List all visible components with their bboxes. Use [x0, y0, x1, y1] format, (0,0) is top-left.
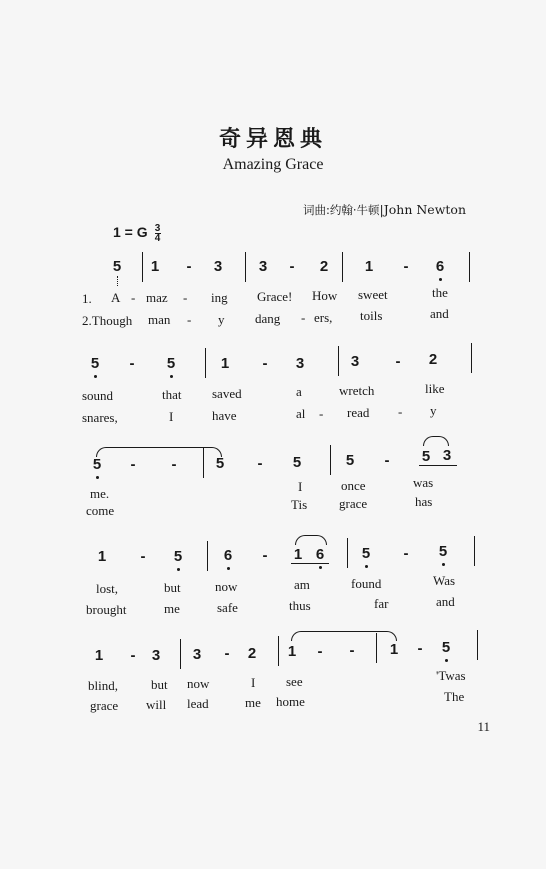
note: - [289, 258, 295, 275]
barline [203, 448, 204, 478]
lyric: thus [289, 598, 311, 613]
note: 3 [350, 353, 360, 370]
lyric: blind, [88, 678, 118, 693]
note: - [384, 452, 390, 469]
lyric: was [413, 475, 434, 490]
note: - [349, 642, 355, 659]
barline [278, 636, 279, 666]
lyric: but [164, 580, 181, 595]
lyric: 'Twas [436, 668, 466, 683]
note-low: 5 [439, 639, 453, 656]
note: 5 [345, 452, 355, 469]
lyric: far [374, 596, 389, 611]
note-low: 5 [88, 355, 102, 372]
lyric: once [341, 478, 366, 493]
note: - [317, 643, 323, 660]
note: 1 [97, 548, 107, 565]
lyric: brought [86, 602, 127, 617]
note: - [186, 258, 192, 275]
note: - [171, 456, 177, 473]
lyric: home [276, 694, 305, 709]
note: 5 [215, 455, 225, 472]
lyric: safe [217, 600, 238, 615]
lyric: wretch [339, 383, 375, 398]
low-octave-dot [177, 568, 180, 571]
note: 3 [258, 258, 268, 275]
lyric: al [296, 406, 306, 421]
lyric: A [111, 290, 121, 305]
note: 3 [442, 447, 452, 464]
lyric: - [187, 312, 192, 327]
barline [376, 633, 377, 663]
barline [142, 252, 143, 282]
note-low: 6 [313, 546, 327, 563]
lyric: grace [339, 496, 368, 511]
note-low: 6 [433, 258, 447, 275]
lyric: - [301, 310, 306, 325]
note: - [403, 545, 409, 562]
lyric: am [294, 577, 310, 592]
note-low: 5 [436, 543, 450, 560]
barline [469, 252, 470, 282]
song-title-english: Amazing Grace [222, 156, 324, 173]
lyric: ing [211, 290, 228, 305]
low-octave-dot [439, 278, 442, 281]
lyric: ers, [314, 310, 333, 325]
barline [342, 252, 343, 282]
tie-slur [291, 631, 397, 641]
lyric: that [162, 387, 182, 402]
barline [338, 346, 339, 376]
lyric: grace [90, 698, 119, 713]
lyric: has [415, 494, 433, 509]
lyric: - [183, 290, 188, 305]
lyric: man [148, 312, 171, 327]
note: - [224, 645, 230, 662]
lyric: will [146, 697, 167, 712]
barline [471, 343, 472, 373]
note: - [262, 355, 268, 372]
low-octave-dot [445, 659, 448, 662]
note: 5 [292, 454, 302, 471]
barline [205, 348, 206, 378]
lyric: and [436, 594, 455, 609]
lyric: - [131, 290, 136, 305]
beam-line [291, 563, 329, 564]
note: 1 [220, 355, 230, 372]
lyric: Grace! [257, 289, 293, 304]
lyric: Tis [291, 497, 308, 512]
low-octave-dot [442, 563, 445, 566]
lyric: like [425, 381, 445, 396]
note-low: 6 [221, 547, 235, 564]
lyric: I [251, 675, 256, 690]
credits-separator: | [379, 202, 384, 217]
note-low: 5 [90, 456, 104, 473]
note-low: 5 [164, 355, 178, 372]
lyric: sound [82, 388, 114, 403]
lyric: The [444, 689, 465, 704]
lyric: snares, [82, 410, 118, 425]
note: - [140, 548, 146, 565]
song-title-chinese: 奇异恩典 [218, 127, 327, 152]
low-octave-dot [319, 566, 322, 569]
low-octave-dot [365, 565, 368, 568]
note: 3 [295, 355, 305, 372]
note: 1 [287, 643, 297, 660]
note: 2 [319, 258, 329, 275]
lyric: 1. [82, 291, 92, 306]
note: - [130, 456, 136, 473]
note-low: 5 [171, 548, 185, 565]
barline [330, 445, 331, 475]
barline [207, 541, 208, 571]
note: - [395, 353, 401, 370]
beam-line [419, 465, 457, 466]
lyric: see [286, 674, 303, 689]
lyric: I [298, 479, 303, 494]
barline [245, 252, 246, 282]
note: 2 [428, 351, 438, 368]
key-signature [113, 224, 161, 243]
lyric: sweet [358, 287, 388, 302]
credits-chinese: 词曲:约翰·牛顿 [303, 203, 380, 217]
credits-english: John Newton [383, 202, 466, 217]
note: 3 [213, 258, 223, 275]
lyric: now [215, 579, 238, 594]
low-octave-dot [94, 375, 97, 378]
note: 3 [192, 646, 202, 663]
lyric: dang [255, 311, 281, 326]
note: - [129, 355, 135, 372]
barline [474, 536, 475, 566]
lyric: toils [360, 308, 383, 323]
lyric: y [430, 403, 437, 418]
lyric: - [398, 404, 403, 419]
lyric: found [351, 576, 382, 591]
time-beats: 3 [154, 223, 161, 234]
lyric: me [164, 601, 180, 616]
barline [477, 630, 478, 660]
low-octave-dot [227, 567, 230, 570]
lyric: maz [146, 290, 168, 305]
time-unit: 4 [154, 233, 161, 244]
lyric: - [319, 406, 324, 421]
lyric: now [187, 676, 210, 691]
lyric: Was [433, 573, 456, 588]
note: 1 [293, 546, 303, 563]
note: - [130, 647, 136, 664]
note: - [417, 640, 423, 657]
page-number: 11 [477, 719, 490, 734]
note: - [262, 547, 268, 564]
note: 5 [112, 258, 122, 275]
lyric: I [169, 409, 174, 424]
tie-slur [295, 535, 327, 545]
note: 5 [421, 448, 431, 465]
lyric: and [430, 306, 449, 321]
lyric: read [347, 405, 370, 420]
lyric: 2.Though [82, 313, 133, 328]
lyric: come [86, 503, 115, 518]
barline [347, 538, 348, 568]
lyric: y [218, 312, 225, 327]
note: 3 [151, 647, 161, 664]
note: - [257, 455, 263, 472]
lyric: lead [187, 696, 209, 711]
note: 1 [364, 258, 374, 275]
barline [180, 639, 181, 669]
lyric: lost, [96, 581, 119, 596]
lyric: the [432, 285, 448, 300]
note: 1 [150, 258, 160, 275]
low-octave-dot [170, 375, 173, 378]
note: 1 [389, 641, 399, 658]
lyric: How [312, 288, 338, 303]
note: - [403, 258, 409, 275]
note: 2 [247, 645, 257, 662]
underline-dot [117, 276, 118, 286]
lyric: me. [90, 486, 110, 501]
tie-slur [423, 436, 449, 446]
key-label: 1 = G [113, 224, 148, 241]
note: 1 [94, 647, 104, 664]
low-octave-dot [96, 476, 99, 479]
lyric: have [212, 408, 237, 423]
lyric: a [296, 384, 302, 399]
lyric: me [245, 695, 261, 710]
time-signature [155, 224, 161, 243]
lyric: saved [212, 386, 242, 401]
credits [303, 202, 466, 218]
lyric: but [151, 677, 168, 692]
note-low: 5 [359, 545, 373, 562]
